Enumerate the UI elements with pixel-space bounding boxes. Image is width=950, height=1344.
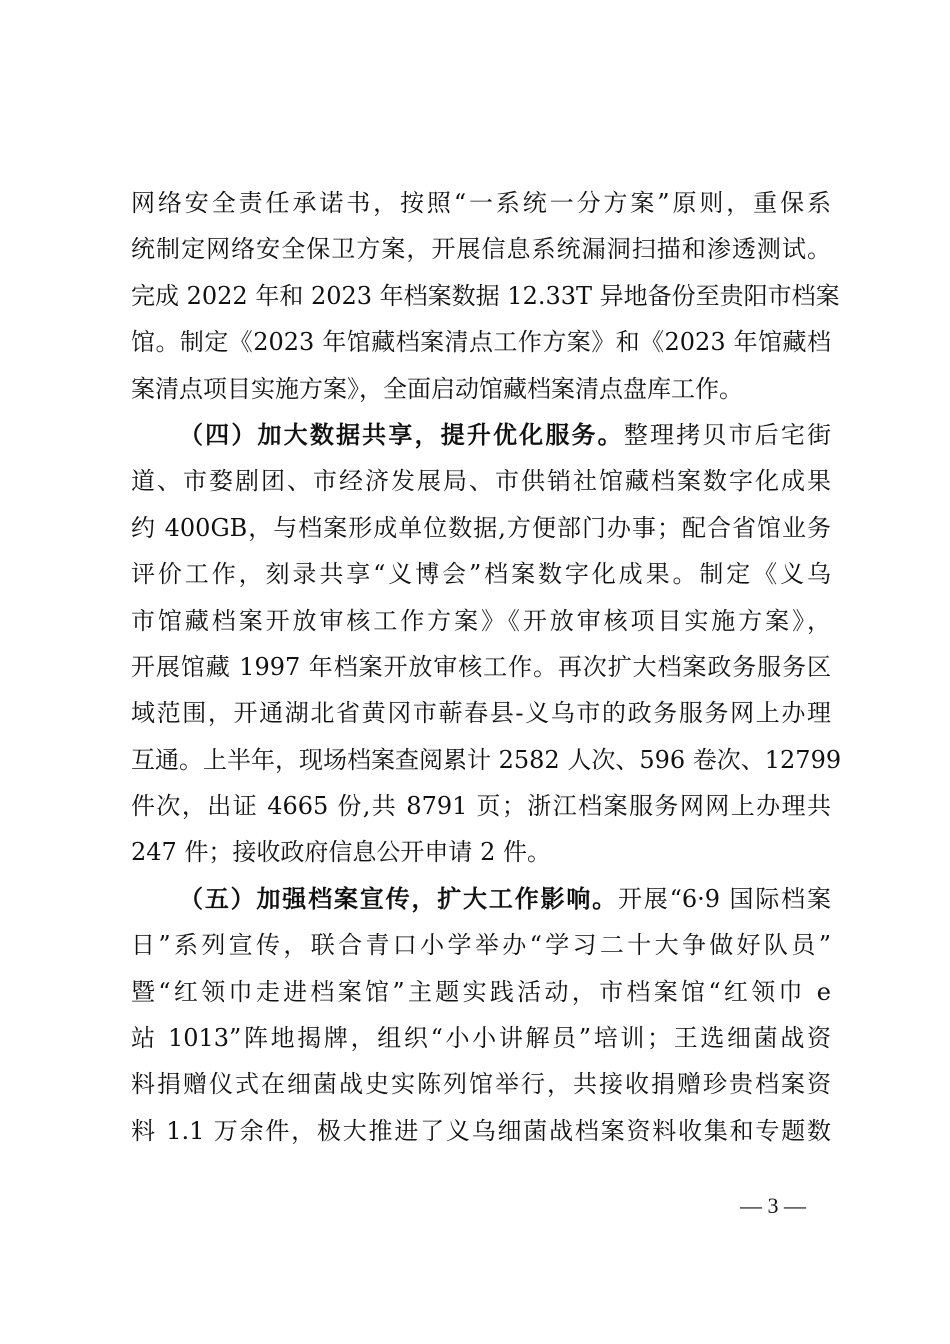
text-line	[131, 412, 831, 458]
document-body	[131, 180, 842, 1154]
text-line: 料捐赠仪式在细菌战史实陈列馆举行，共接收捐赠珍贵档案资	[131, 1070, 831, 1099]
section-heading: （四）加大数据共享，提升优化服务。	[179, 419, 624, 449]
heading-line-rest: 整理拷贝市后宅街	[623, 420, 832, 449]
text-line: 约 400GB，与档案形成单位数据,方便部门办事；配合省馆业务	[131, 513, 831, 542]
text-line: 网络安全责任承诺书，按照“一系统一分方案”原则，重保系	[131, 189, 831, 217]
section-heading: （五）加强档案宣传，扩大工作影响。	[179, 883, 618, 913]
text-line: 件次，出证 4665 份,共 8791 页；浙江档案服务网网上办理共	[131, 792, 831, 821]
page-number: — 3 —	[740, 1193, 806, 1218]
text-line: 域范围，开通湖北省黄冈市蕲春县-义乌市的政务服务网上办理	[131, 699, 831, 728]
text-line: 日”系列宣传，联合青口小学举办“学习二十大争做好队员”	[131, 931, 831, 960]
text-line: 暨“红领巾走进档案馆”主题实践活动，市档案馆“红领巾 e	[131, 977, 831, 1006]
text-line: 市馆藏档案开放审核工作方案》《开放审核项目实施方案》，	[131, 606, 831, 635]
text-line: 案清点项目实施方案》，全面启动馆藏档案清点盘库工作。	[131, 374, 743, 403]
text-line: 料 1.1 万余件，极大推进了义乌细菌战档案资料收集和专题数	[131, 1116, 831, 1145]
text-line: 247 件；接收政府信息公开申请 2 件。	[131, 838, 551, 867]
text-line	[131, 876, 831, 922]
text-line: 完成 2022 年和 2023 年档案数据 12.33T 异地备份至贵阳市档案	[131, 281, 840, 310]
text-line: 站 1013”阵地揭牌，组织“小小讲解员”培训；王选细菌战资	[131, 1024, 831, 1053]
text-line: 统制定网络安全保卫方案，开展信息系统漏洞扫描和渗透测试。	[131, 235, 831, 264]
text-line: 评价工作，刻录共享“义博会”档案数字化成果。制定《义乌	[131, 560, 831, 589]
text-line: 馆。制定《2023 年馆藏档案清点工作方案》和《2023 年馆藏档	[131, 328, 831, 357]
heading-line-rest: 开展“6·9 国际档案	[617, 884, 831, 913]
text-line: 道、市婺剧团、市经济发展局、市供销社馆藏档案数字化成果	[131, 467, 831, 496]
text-line: 开展馆藏 1997 年档案开放审核工作。再次扩大档案政务服务区	[131, 652, 831, 681]
text-line: 互通。上半年，现场档案查阅累计 2582 人次、596 卷次、12799	[131, 745, 842, 774]
paragraph-5	[131, 876, 831, 1154]
paragraph-1	[131, 180, 840, 412]
paragraph-4	[131, 412, 842, 876]
